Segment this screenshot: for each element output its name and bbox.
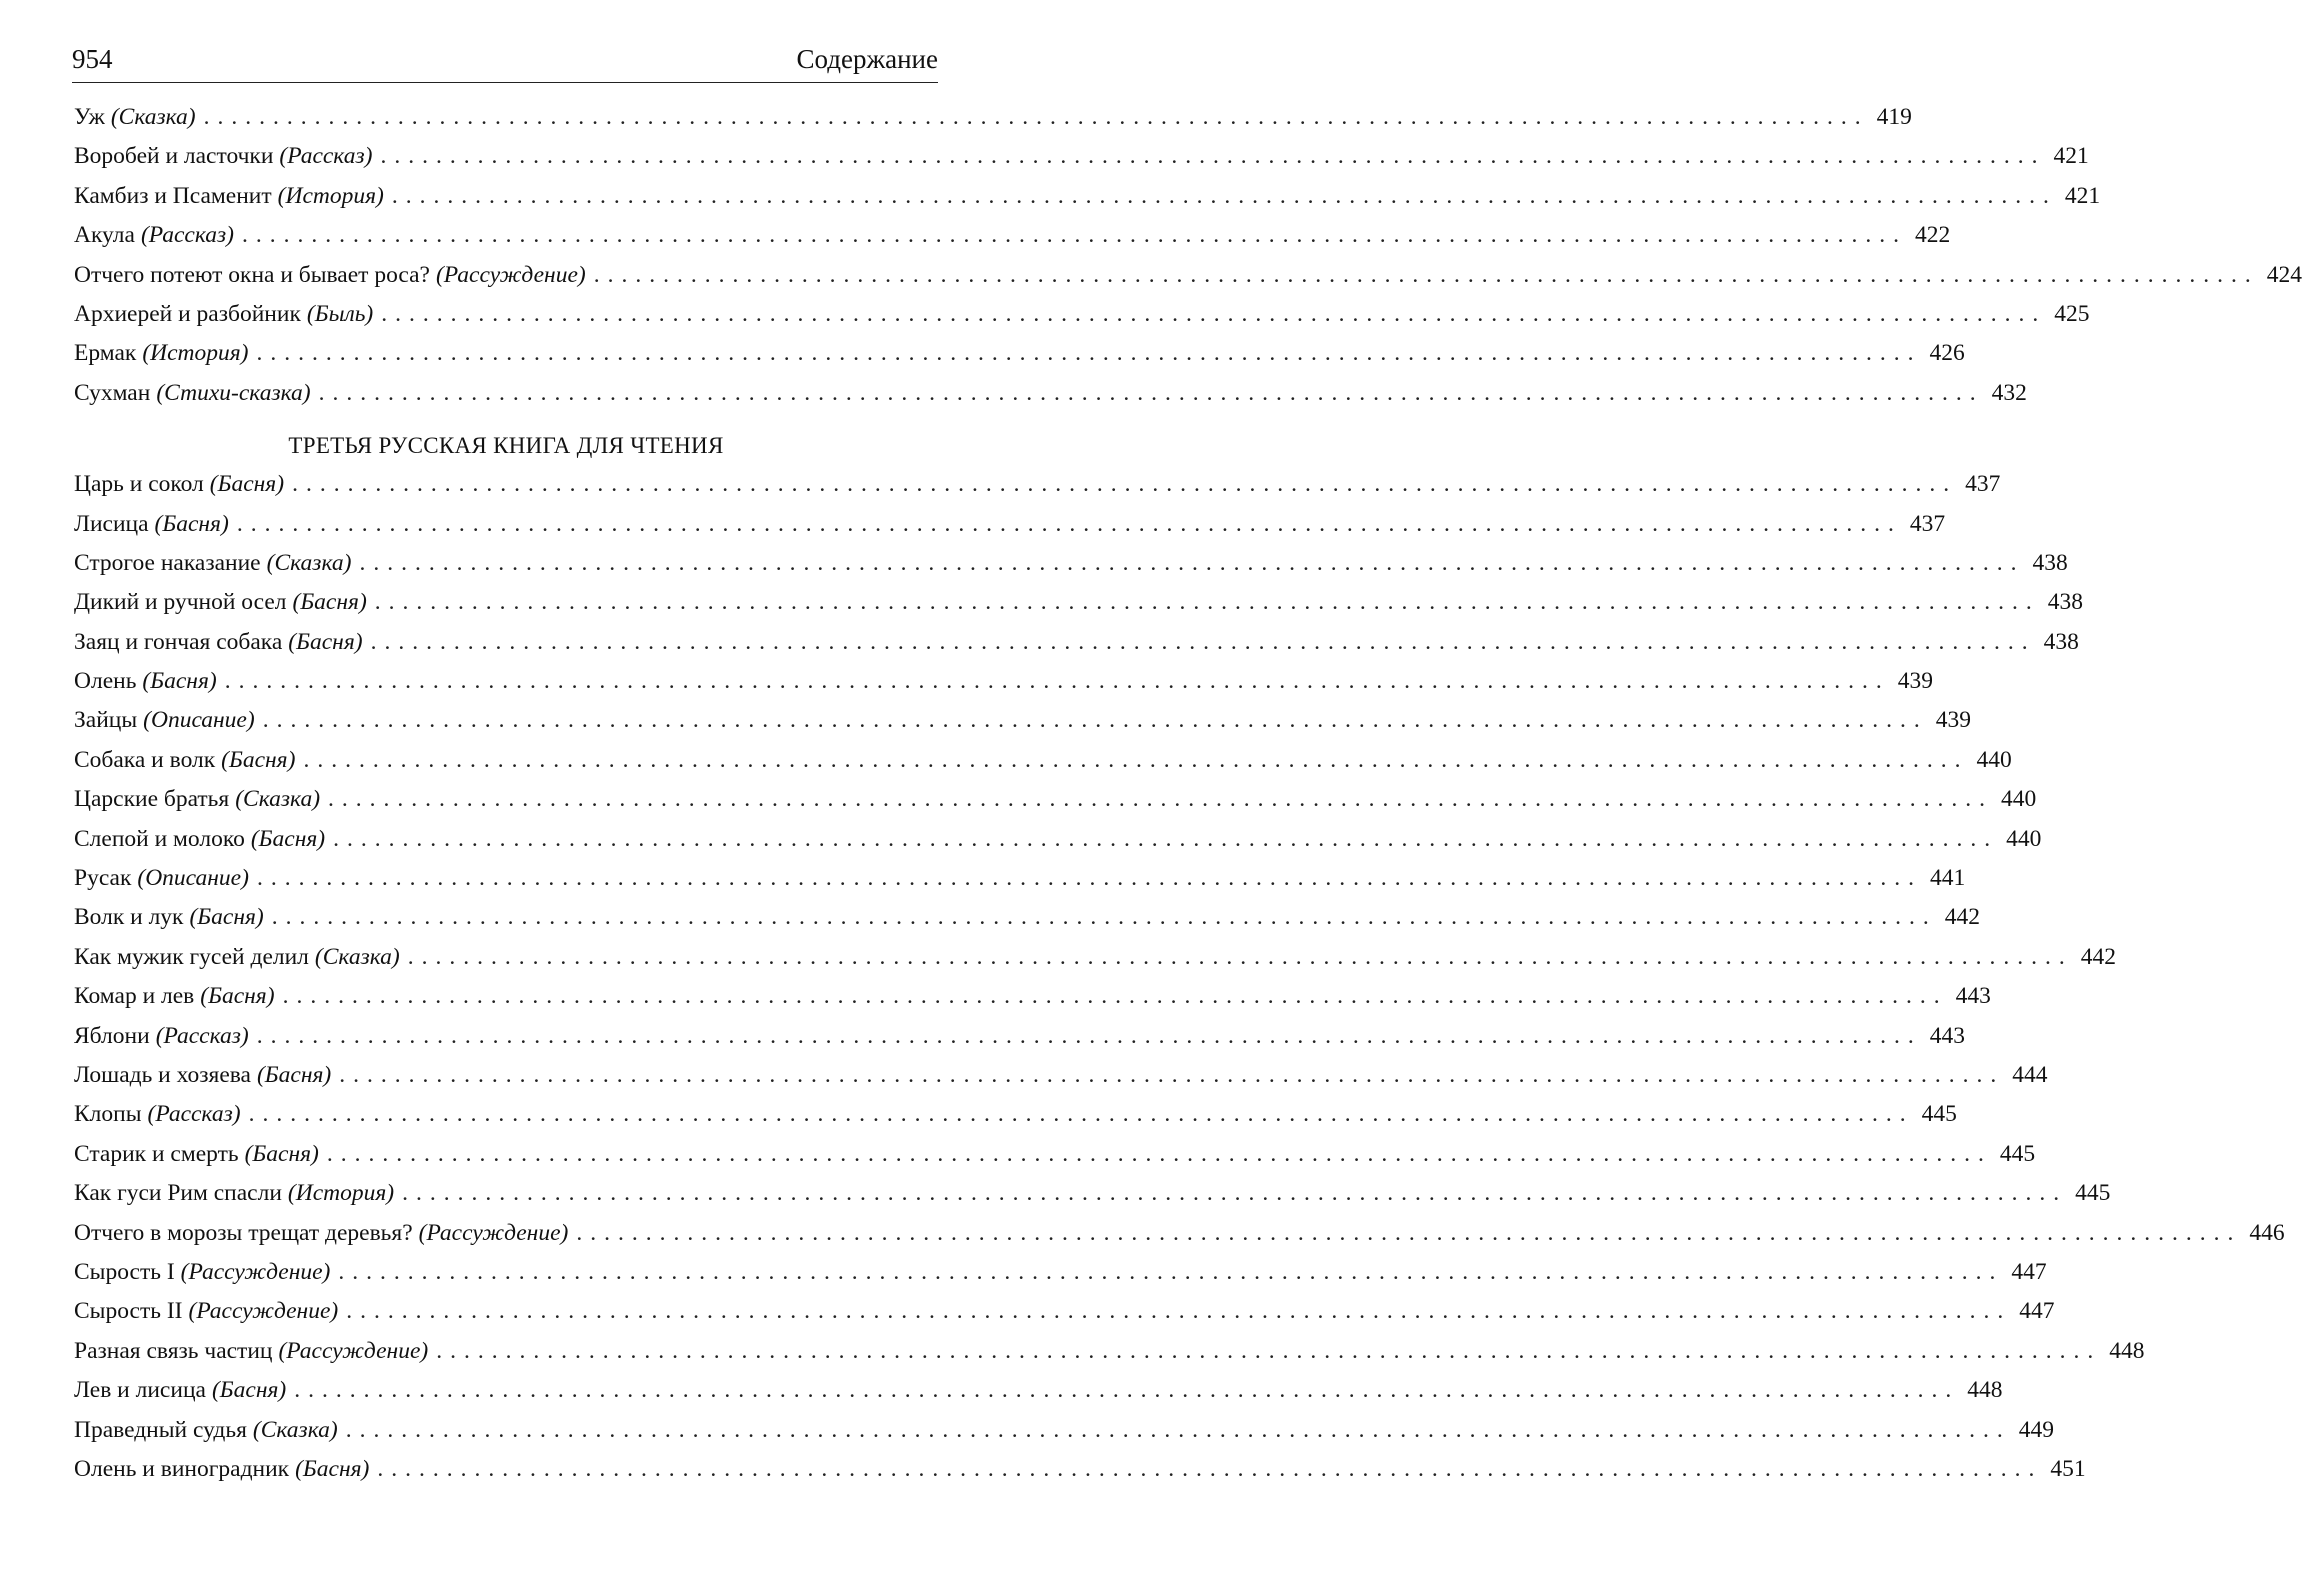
dot-leader: ........................................................................................................................ — [374, 589, 2040, 616]
entry-page-number: 438 — [2047, 589, 2084, 616]
toc-entry — [74, 943, 2116, 983]
entry-page-number: 426 — [1929, 340, 1965, 367]
entry-page-number: 438 — [2032, 549, 2068, 576]
entry-title: Сырость II — [74, 1298, 183, 1325]
entry-genre: (Рассуждение) — [418, 1219, 569, 1246]
entry-page-number: 437 — [1965, 471, 2001, 498]
dot-leader: ........................................................................................................................ — [328, 786, 1994, 813]
entry-page-number: 445 — [1999, 1140, 2036, 1167]
dot-leader: ........................................................................................................................ — [345, 1416, 2011, 1443]
toc-entry — [74, 182, 2101, 222]
entry-genre: (Стихи-сказка) — [156, 379, 311, 406]
entry-title: Отчего потеют окна и бывает роса? — [74, 261, 430, 288]
toc-entry — [74, 865, 1966, 904]
entry-title: Дикий и ручной осел — [74, 589, 287, 616]
entry-genre: (История) — [287, 1180, 395, 1207]
dot-leader: ........................................................................................................................ — [292, 471, 1958, 498]
entry-title: Праведный судья — [74, 1416, 247, 1443]
entry-genre: (Описание) — [137, 865, 249, 892]
entry-title: Акула — [74, 222, 135, 249]
toc-entry — [74, 340, 1965, 379]
entry-title: Русак — [74, 865, 132, 892]
dot-leader: ........................................................................................................................ — [381, 300, 2047, 327]
entry-title: Собака и волк — [74, 746, 216, 773]
toc-entry — [74, 628, 2079, 668]
entry-genre: (Сказка) — [266, 549, 352, 576]
toc-entry — [74, 746, 2012, 786]
dot-leader: ........................................................................................................................ — [380, 143, 2046, 170]
dot-leader: ........................................................................................................................ — [333, 825, 1999, 852]
entry-page-number: 440 — [2006, 825, 2042, 852]
toc-entry — [74, 1377, 2003, 1416]
toc-entry — [74, 510, 1946, 550]
entry-genre: (Басня) — [221, 746, 296, 773]
entry-genre: (Басня) — [250, 825, 326, 852]
entry-page-number: 439 — [1935, 707, 1971, 734]
toc-entry — [74, 222, 1951, 261]
entry-page-number: 439 — [1897, 668, 1933, 695]
entry-title: Царские братья — [74, 786, 230, 813]
entry-title: Клопы — [74, 1101, 142, 1128]
entry-genre: (Рассуждение) — [278, 1337, 429, 1364]
dot-leader: ........................................................................................................................ — [576, 1219, 2242, 1246]
entry-genre: (Басня) — [292, 589, 367, 616]
entry-title: Сухман — [74, 379, 151, 406]
dot-leader: ........................................................................................................................ — [338, 1258, 2004, 1285]
entry-title: Уж — [74, 104, 105, 130]
toc-entry — [74, 589, 2084, 628]
entry-page-number: 438 — [2043, 628, 2079, 655]
entry-page-number: 421 — [2053, 143, 2089, 170]
entry-page-number: 451 — [2050, 1455, 2086, 1482]
entry-title: Лошадь и хозяева — [74, 1061, 251, 1088]
entry-page-number: 425 — [2054, 300, 2090, 327]
entry-page-number: 445 — [2075, 1180, 2111, 1207]
toc-entry — [74, 300, 2090, 340]
toc-entry — [74, 904, 1981, 943]
toc-entry — [74, 1180, 2111, 1219]
entry-page-number: 446 — [2249, 1219, 2285, 1246]
dot-leader: ........................................................................................................................ — [262, 707, 1928, 734]
entry-title: Камбиз и Псаменит — [74, 182, 272, 209]
dot-leader: ........................................................................................................................ — [271, 904, 1937, 931]
entry-genre: (Басня) — [189, 904, 264, 931]
toc-entry — [74, 1337, 2145, 1377]
dot-leader: ........................................................................................................................ — [436, 1337, 2102, 1364]
dot-leader: ........................................................................................................................ — [326, 1140, 1992, 1167]
toc-entry — [74, 1219, 2285, 1259]
entry-title: Зайцы — [74, 707, 138, 734]
dot-leader: ........................................................................................................................ — [248, 1101, 1914, 1128]
dot-leader: ........................................................................................................................ — [370, 628, 2036, 655]
toc-entry — [74, 707, 1971, 746]
dot-leader: ........................................................................................................................ — [339, 1061, 2005, 1088]
entry-genre: (Басня) — [295, 1455, 370, 1482]
toc-entry — [74, 1140, 2036, 1180]
entry-genre: (Сказка) — [110, 104, 196, 130]
entry-title: Ермак — [74, 340, 137, 367]
entry-page-number: 445 — [1921, 1101, 1957, 1128]
toc-entry — [74, 104, 1912, 143]
toc-entry — [74, 1258, 2047, 1298]
entry-title: Олень и виноградник — [74, 1455, 290, 1482]
dot-leader: ........................................................................................................................ — [236, 510, 1902, 537]
entry-genre: (Рассказ) — [155, 1022, 249, 1049]
toc-entry — [74, 471, 2001, 510]
toc-entry — [74, 549, 2068, 589]
entry-genre: (Рассказ) — [140, 222, 234, 249]
entry-page-number: 447 — [2019, 1298, 2055, 1325]
entry-page-number: 444 — [2012, 1061, 2048, 1088]
dot-leader: ........................................................................................................................ — [282, 983, 1948, 1010]
entry-page-number: 447 — [2011, 1258, 2047, 1285]
entry-title: Слепой и молоко — [74, 825, 245, 852]
entry-title: Отчего в морозы трещат деревья? — [74, 1219, 413, 1246]
entry-title: Строгое наказание — [74, 549, 261, 576]
dot-leader: ........................................................................................................................ — [377, 1455, 2043, 1482]
dot-leader: ........................................................................................................................ — [593, 261, 2259, 288]
dot-leader: ........................................................................................................................ — [318, 379, 1984, 406]
entry-page-number: 449 — [2018, 1416, 2054, 1443]
entry-page-number: 448 — [1967, 1377, 2003, 1404]
entry-genre: (История) — [142, 340, 249, 367]
toc-entry — [74, 1455, 2086, 1495]
toc-entry — [74, 1022, 1965, 1062]
toc-group-before — [74, 104, 2302, 419]
entry-page-number: 424 — [2266, 261, 2302, 288]
entry-genre: (Описание) — [143, 707, 255, 734]
entry-title: Лисица — [74, 510, 149, 537]
toc-entry — [74, 261, 2302, 301]
table-of-contents — [74, 104, 2302, 1495]
entry-title: Как мужик гусей делил — [74, 943, 309, 970]
entry-page-number: 422 — [1915, 222, 1951, 249]
entry-genre: (Рассказ) — [147, 1101, 241, 1128]
entry-genre: (Сказка) — [235, 786, 321, 813]
entry-title: Лев и лисица — [74, 1377, 206, 1404]
toc-entry — [74, 983, 1991, 1022]
dot-leader: ........................................................................................................................ — [203, 104, 1869, 130]
entry-genre: (Басня) — [288, 628, 363, 655]
toc-group-after — [74, 471, 2285, 1495]
toc-entry — [74, 786, 2037, 825]
toc-entry — [74, 1298, 2055, 1337]
dot-leader: ........................................................................................................................ — [346, 1298, 2012, 1325]
entry-genre: (Быль) — [306, 300, 374, 327]
entry-genre: (Басня) — [154, 510, 229, 537]
entry-title: Старик и смерть — [74, 1140, 239, 1167]
running-title: Содержание — [796, 44, 938, 74]
entry-page-number: 440 — [2001, 786, 2037, 813]
toc-entry — [74, 1416, 2054, 1456]
toc-entry — [74, 825, 2042, 865]
dot-leader: ........................................................................................................................ — [224, 668, 1890, 695]
entry-genre: (Басня) — [142, 668, 217, 695]
entry-genre: (Басня) — [256, 1061, 332, 1088]
entry-page-number: 442 — [1944, 904, 1981, 931]
dot-leader: ........................................................................................................................ — [407, 943, 2073, 970]
entry-page-number: 448 — [2109, 1337, 2145, 1364]
entry-genre: (История) — [277, 182, 384, 209]
entry-title: Яблони — [74, 1022, 150, 1049]
entry-title: Как гуси Рим спасли — [74, 1180, 282, 1207]
running-header — [72, 40, 938, 83]
dot-leader: ........................................................................................................................ — [242, 222, 1907, 249]
entry-title: Архиерей и разбойник — [74, 300, 301, 327]
dot-leader: ........................................................................................................................ — [256, 340, 1922, 367]
entry-page-number: 421 — [2064, 182, 2101, 209]
dot-leader: ........................................................................................................................ — [402, 1180, 2068, 1207]
toc-entry — [74, 379, 2027, 419]
dot-leader: ........................................................................................................................ — [294, 1377, 1960, 1404]
entry-title: Олень — [74, 668, 137, 695]
entry-genre: (Сказка) — [314, 943, 400, 970]
entry-genre: (Басня) — [200, 983, 275, 1010]
page-number: 954 — [72, 44, 113, 74]
entry-genre: (Сказка) — [252, 1416, 338, 1443]
entry-title: Волк и лук — [74, 904, 184, 931]
toc-entry — [74, 143, 2089, 182]
entry-title: Комар и лев — [74, 983, 195, 1010]
entry-genre: (Рассуждение) — [180, 1258, 331, 1285]
dot-leader: ........................................................................................................................ — [359, 549, 2025, 576]
entry-title: Заяц и гончая собака — [74, 628, 283, 655]
toc-entry — [74, 1061, 2048, 1101]
entry-genre: (Рассказ) — [279, 143, 373, 170]
toc-entry — [74, 1101, 1957, 1140]
entry-genre: (Басня) — [244, 1140, 319, 1167]
toc-entry — [74, 668, 1933, 707]
entry-genre: (Басня) — [211, 1377, 287, 1404]
entry-title: Сырость I — [74, 1258, 175, 1285]
section-heading: ТРЕТЬЯ РУССКАЯ КНИГА ДЛЯ ЧТЕНИЯ — [288, 433, 724, 459]
entry-title: Воробей и ласточки — [74, 143, 274, 170]
entry-genre: (Басня) — [209, 471, 285, 498]
entry-page-number: 419 — [1876, 104, 1912, 130]
entry-title: Разная связь частиц — [74, 1337, 273, 1364]
entry-page-number: 441 — [1929, 865, 1966, 892]
entry-page-number: 432 — [1991, 379, 2027, 406]
entry-title: Царь и сокол — [74, 471, 204, 498]
entry-page-number: 437 — [1909, 510, 1946, 537]
entry-page-number: 442 — [2080, 943, 2116, 970]
dot-leader: ........................................................................................................................ — [256, 865, 1922, 892]
entry-page-number: 443 — [1955, 983, 1991, 1010]
entry-genre: (Рассуждение) — [435, 261, 586, 288]
entry-page-number: 443 — [1929, 1022, 1965, 1049]
dot-leader: ........................................................................................................................ — [256, 1022, 1922, 1049]
entry-page-number: 440 — [1976, 746, 2012, 773]
entry-genre: (Рассуждение) — [188, 1298, 339, 1325]
dot-leader: ........................................................................................................................ — [303, 746, 1969, 773]
dot-leader: ........................................................................................................................ — [391, 182, 2057, 209]
